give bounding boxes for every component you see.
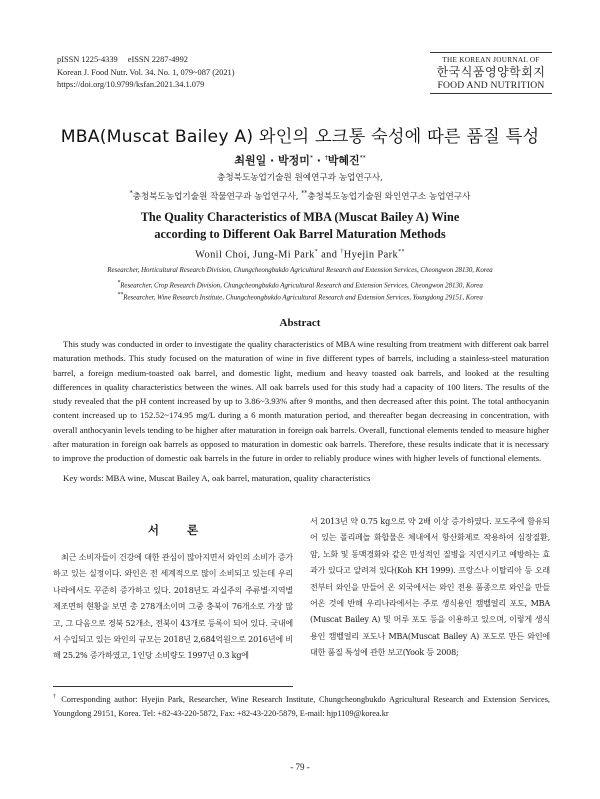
author-mark: ** [398,249,405,255]
authors-en-part-2: Hyejin Park [343,249,399,261]
author-3-mark: ** [359,154,366,162]
body-column-left [53,514,293,665]
journal-logo-block [430,52,552,94]
corresponding-mark: † [324,154,328,162]
corresponding-author-footnote [53,690,550,721]
footnote-divider [53,686,293,687]
intro-paragraph-right: 서 2013년 약 0.75 kg으로 약 2배 이상 증가하였다. 포도주에 함유되어 있는 폴리페놀 화합물은 체내에서 항산화제로 작용하여 심장질환, 암, 노화 및 동맥경화와 같은 만성적인 질병을 지연시키고 예방하는 효과가 있다고 알려져 있다(Koh KH 1999). 프랑스나 이탈리아 등 오래전부터 와인을 만들어 온 외국에서는 와인 전용 품종으로 와인을 만들어온 것에 반해 우리나라에서는 주로 생식용인 캠벨얼리 포도, MBA (Muscat Bailey A) 및 머루 포도 등을 이용하고 있으며, 이렇게 생식용인 캠벨얼리 포도나 MBA(Muscat Bailey A) 포도로 만든 와인에 대한 품질 특성에 관한 보고(Yook 등 2008; [310,517,550,658]
affiliation-en-3-text: Researcher, Wine Research Institute, Chungcheongbukdo Agricultural Research and Extension Services, Youngdong 29151, Korea [123,294,483,302]
journal-name-kr: 한국식품영양학회지 [436,65,546,79]
affiliation-kr-2 [0,186,600,205]
author-separator: · [312,154,325,167]
author-mark: * [314,249,319,255]
keywords: Key words: MBA wine, Muscat Bailey A, oak barrel, maturation, quality characteristics [63,473,371,483]
affiliation-kr-2a: 충청북도농업기술원 작물연구과 농업연구사, [132,191,302,202]
article-title-english [0,209,600,243]
author-3-kr: 박혜진 [327,154,360,167]
citation-meta [57,54,235,92]
abstract-body: This study was conducted in order to investigate the quality characteristics of MBA wine resulting from treatment with different oak barrel maturation methods. This study focused on the maturation of wine in five different types of barrels, including a stainless-steel maturation barrel, a foreign medium-toasted oak barrel, and domestic light, medium and heavy toasted oak barrels, and looked at the resulting differences in quality characteristics between the wines. All oak barrels used for this study had a capacity of 100 liters. The results of the study revealed that the pH content increased by up to 3.86~3.93% after 9 months, and then decreased after this point. The total anthocyanin content increased up to 152.52~174.95 mg/L during a 6 month maturation period, and thereafter began decreasing in concentration, with overall anthocyanin levels tending to be higher after maturation in foreign oak barrels. Overall, functional elements tended to measure higher after maturation in foreign oak barrels as opposed to maturation in domestic oak barrels. Therefore, these results indicate that it is necessary to improve the production of domestic oak barrels in the future in order to reliably produce wines with higher levels of functional elements. [53,339,549,464]
journal-name-en-top: THE KOREAN JOURNAL OF [442,56,540,64]
author-2-kr: 박정미 [278,154,310,167]
title-en-line-2: according to Different Oak Barrel Maturation Methods [154,227,446,241]
page-number: - 79 - [290,762,310,772]
issn-line [57,54,235,67]
affiliation-kr-1: 충청북도농업기술원 원예연구과 농업연구사, [217,173,383,183]
affiliation-kr-2b: 충청북도농업기술원 와인연구소 농업연구사 [307,191,471,202]
authors-english [0,249,600,260]
affiliation-en-1: Researcher, Horticultural Research Division, Chungcheongbukdo Agricultural Research and Extension Services, Cheongwon 28130, Korea [107,267,493,274]
affiliation-en-3 [0,289,600,304]
aff-mark: ** [117,292,124,298]
authors-en-part-1: Wonil Choi, Jung-Mi Park [195,249,315,261]
body-column-right [310,514,550,662]
article-title-korean: MBA(Muscat Bailey A) 와인의 오크통 숙성에 따른 품질 특성 [60,127,540,147]
journal-bottom-rule [430,93,552,94]
aff-mark: * [129,190,133,197]
abstract-heading: Abstract [279,317,321,329]
eissn: eISSN 2287-4992 [127,55,188,64]
corresponding-mark: † [340,249,344,255]
authors-en-and: and [318,249,341,261]
affiliation-en-2-text: Researcher, Crop Research Division, Chungcheongbukdo Agricultural Research and Extension Services, Cheongwon 28130, Korea [120,282,483,290]
journal-name-en-bottom: FOOD AND NUTRITION [437,80,545,91]
aff-mark: * [117,280,121,286]
footnote-text: Corresponding author: Hyejin Park, Researcher, Wine Research Institute, Chungcheongbukdo Agricultural Research and Extension Services, Youngdong 29151, Korea. Tel: +82-43-220-5872, Fax: +82-43-220-5879, E-mail: hjp1109@korea.kr [53,694,550,718]
doi-link[interactable]: https://doi.org/10.9799/ksfan.2021.34.1.079 [57,80,205,90]
journal-top-rule [430,52,552,53]
section-title-introduction: 서 론 [147,523,211,537]
footnote-mark: † [53,694,58,700]
author-separator: · [266,154,279,167]
title-en-line-1: The Quality Characteristics of MBA (Muscat Bailey A) Wine [140,210,460,224]
author-1-kr: 최원일 [234,154,267,167]
citation-line: Korean J. Food Nutr. Vol. 34. No. 1, 079~087 (2021) [57,67,235,77]
intro-paragraph-left: 최근 소비자들이 건강에 대한 관심이 많아지면서 와인의 소비가 증가하고 있는 실정이다. 와인은 전 세계적으로 많이 소비되고 있는데 우리나라에서도 꾸준히 증가하고 있다. 2018년도 과실주의 주류별·지역별 제조면허 현황을 보면 총 278개소이며 그중 충북이 76개소로 가장 많고, 그 다음으로 경북 52개소, 전북이 43개로 등록이 되어 있다. 국내에서 수입되고 있는 와인의 규모는 2018년 2,684억원으로 2016년에 비해 25.2% 증가하였고, 1인당 소비량도 1997년 0.3 kg에 [53,553,293,661]
author-2-mark: * [309,154,313,162]
authors-korean [0,152,600,168]
aff-mark: ** [301,190,308,197]
pissn: pISSN 1225-4339 [57,55,118,64]
